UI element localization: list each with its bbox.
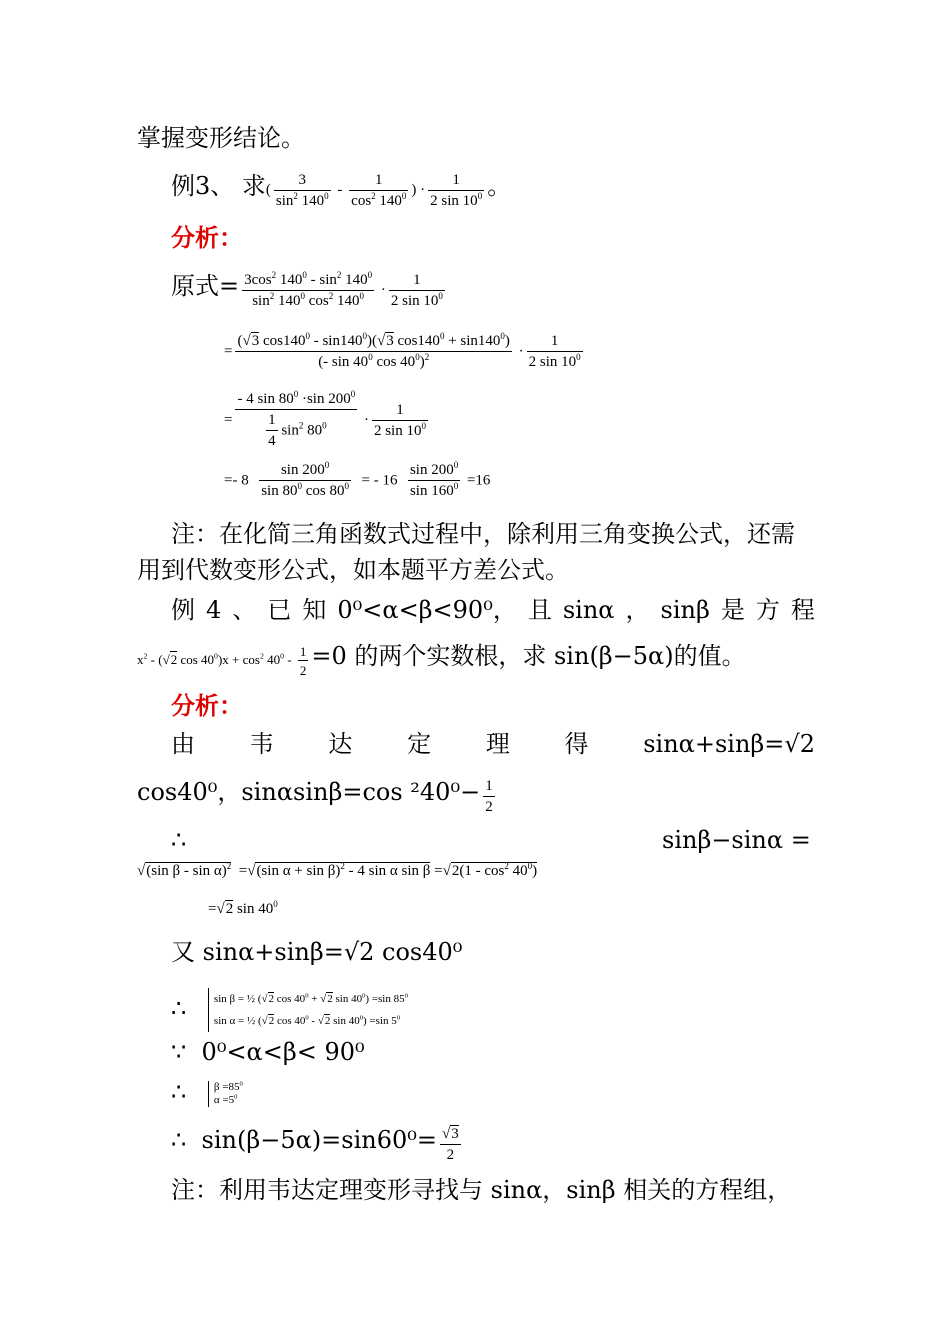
example-4-line-2 [137, 640, 746, 677]
ex4-part: ， [625, 596, 650, 624]
therefore-system-2 [171, 1076, 243, 1108]
example-4-tail: =0 的两个实数根，求 sin(β−5α)的值。 [311, 642, 746, 670]
formula-step-4: =- 8 $\frac{\sin 200^0}{\sin 80^0 \cos 80^0}$ = - 16 $\frac{\sin 200^0}{\sin 160^0}$ =16 [224, 460, 491, 499]
ex4-part: 是 [720, 596, 745, 624]
formula-step-2: = $\frac{(√3 \cos 140^0 - \sin 140^0)(√3 \cos 140^0 + \sin 140^0)}{(- \sin 40^0 \cos 40^0)^2}$ · $\frac{1}{2 \sin 10^0}$ [224, 331, 581, 370]
vieta-part: 定 [407, 730, 432, 758]
formula-ex3: ( $\frac{3}{\sin^2 140^0}$ - $\frac{1}{\cos^2 140^0}$ ) · $\frac{1}{2 \sin 10^0}$ [265, 171, 483, 209]
half-fraction: $\frac{1}{2}$ [485, 777, 493, 815]
ex4-part: sinβ [660, 596, 710, 624]
formula-step-3: = - 4 $\sin 80^0 \cdot\sin$ $200^0$ $\frac{1}{4}$ $\sin^2 80^0$ · $\frac{1}{2 \sin 10^0}$ [224, 389, 426, 449]
therefore-symbol: ∴ [171, 1078, 187, 1106]
because-line [171, 1036, 365, 1068]
note-2: 注：利用韦达定理变形寻找与 sinα，sinβ 相关的方程组， [171, 1176, 792, 1204]
vieta-part: 得 [564, 730, 589, 758]
formula-sqrt-chain: √(sin β - sin α)$^2$ =√(sin α + sin β)$^2$ - 4 sin α $\sin \beta =√2(1 - \cos^2 40^0)$ [137, 861, 538, 879]
therefore-symbol: ∴ [171, 826, 187, 854]
ex4-part: 0⁰<α<β<90⁰， [337, 596, 517, 624]
because-symbol: ∵ [171, 1038, 187, 1066]
vieta-line-2 [137, 776, 498, 815]
example-3-end: 。 [487, 172, 512, 200]
final-result [171, 1124, 464, 1163]
example-3-label: 例3、 求 [171, 172, 266, 200]
vieta-line-2-text: cos40⁰，sinαsinβ=cos ²40⁰− [137, 778, 481, 806]
note-1-line-2: 用到代数变形公式，如本题平方差公式。 [137, 556, 569, 584]
vieta-part: 理 [485, 730, 510, 758]
equation-system-2: $\beta =85^0$ $\alpha =5^0$ [208, 1081, 243, 1107]
text-line: 掌握变形结论。 [137, 124, 305, 152]
analysis-heading: 分析： [171, 224, 243, 252]
analysis-heading-2: 分析： [171, 692, 243, 720]
ex4-part: 、 [232, 596, 257, 624]
ex4-part: 4 [206, 596, 222, 624]
ex4-part: 例 [171, 596, 195, 624]
equation-formula: $x^2 - (√2$ $\cos 40^0)x + \cos^2 40^0$ - $\frac{1}{2}$ [137, 644, 307, 679]
formula-step-1: $\frac{3\cos^2 140^0 - \sin^2 140^0}{\sin^2 140^0 \cos^2 140^0}$ · $\frac{1}{2 \sin 10^0}$ [244, 269, 443, 309]
sqrt3-over-2: $\frac{√3}{2}$ [442, 1125, 459, 1163]
equation-system-1: sin β = ½ (√2 $\cos 40^0 + √2$ $\sin 40^0) =\sin$ $85^0$ sin α = ½ (√2 $\cos 40^0 - √2$ $\sin 40^0) =\sin$ $5^0$ [208, 988, 408, 1032]
vieta-part: 韦 [249, 730, 274, 758]
derivation-step-1 [171, 270, 448, 309]
range-line: 0⁰<α<β< 90⁰ [201, 1038, 365, 1066]
ex4-part: 程 [790, 596, 815, 624]
final-line: sin(β−5α)=sin60⁰= [201, 1126, 438, 1154]
ex4-part: 方 [755, 596, 780, 624]
ex4-part: sinα [562, 596, 615, 624]
ex4-part: 已 [267, 596, 292, 624]
therefore-system-1 [171, 988, 408, 1032]
formula-sqrt-result: =√2 $\sin 40^0$ [208, 899, 278, 917]
note-1-line-1: 注：在化简三角函数式过程中，除利用三角变换公式，还需 [171, 520, 795, 548]
vieta-line-1 [171, 728, 815, 760]
sinb-minus-sina: sinβ−sinα = [662, 826, 811, 854]
example-3 [171, 170, 511, 209]
ex4-part: 且 [527, 596, 552, 624]
ex4-part: 知 [302, 596, 327, 624]
therefore-symbol: ∴ [171, 994, 187, 1023]
yuanshi-label: 原式= [171, 272, 240, 300]
you-line: 又 sinα+sinβ=√2 cos40⁰ [171, 938, 463, 966]
vieta-part: 达 [328, 730, 353, 758]
vieta-part: 由 [171, 730, 195, 758]
example-4-line-1 [171, 594, 815, 626]
vieta-part: sinα+sinβ=√2 [643, 730, 815, 758]
therefore-symbol: ∴ [171, 1126, 187, 1154]
